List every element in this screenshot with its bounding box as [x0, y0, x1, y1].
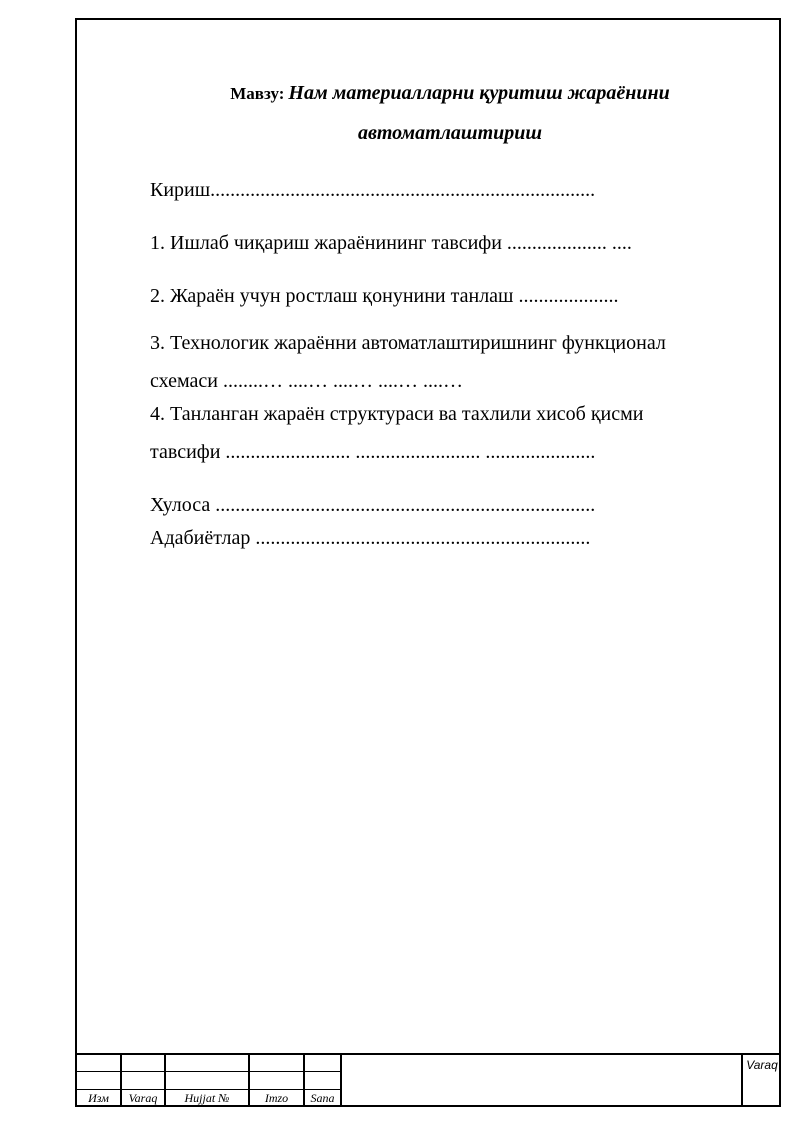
toc-item-references: Адабиётлар ...................................................................: [150, 527, 591, 549]
stamp-hujjat-label: Hujjat №: [184, 1091, 230, 1105]
toc-item-conclusion: Хулоса ............................................................................: [150, 494, 596, 516]
title-topic-line2: автоматлаштириш: [357, 122, 543, 144]
toc-item-introduction: Кириш.............................................................................: [150, 179, 596, 201]
stamp-divider: [340, 1053, 342, 1107]
toc-item-2: 2. Жараён учун ростлаш қонунини танлаш ....................: [150, 285, 619, 307]
toc-item-4-line1: 4. Танланган жараён структураси ва тахлили хисоб қисми: [150, 403, 644, 425]
title-topic-line1: Нам материалларни қуритиш жараёнини: [288, 82, 670, 104]
title-label: Мавзу:: [230, 84, 285, 103]
stamp-row-line: [341, 1105, 743, 1106]
stamp-imzo-label: Imzo: [264, 1091, 289, 1105]
toc-item-1: 1. Ишлаб чиқариш жараёнининг тавсифи .................... ....: [150, 232, 632, 254]
stamp-row-line: [743, 1105, 781, 1106]
stamp-divider: [741, 1053, 743, 1107]
document-title: [130, 74, 770, 152]
stamp-izm-label: Изм: [88, 1091, 109, 1105]
sheet-number-label: Varaq: [746, 1058, 778, 1072]
stamp-sana-label: Sana: [310, 1091, 335, 1105]
stamp-varaq-label: Varaq: [128, 1091, 158, 1105]
toc-item-3-line2: схемаси ........… ....… ....… ....… ....…: [150, 370, 463, 392]
toc-item-3-line1: 3. Технологик жараённи автоматлаштиришнинг функционал: [150, 332, 666, 354]
stamp-row-line: [75, 1071, 341, 1072]
toc-item-4-line2: тавсифи ......................... ......................... ......................: [150, 441, 596, 463]
